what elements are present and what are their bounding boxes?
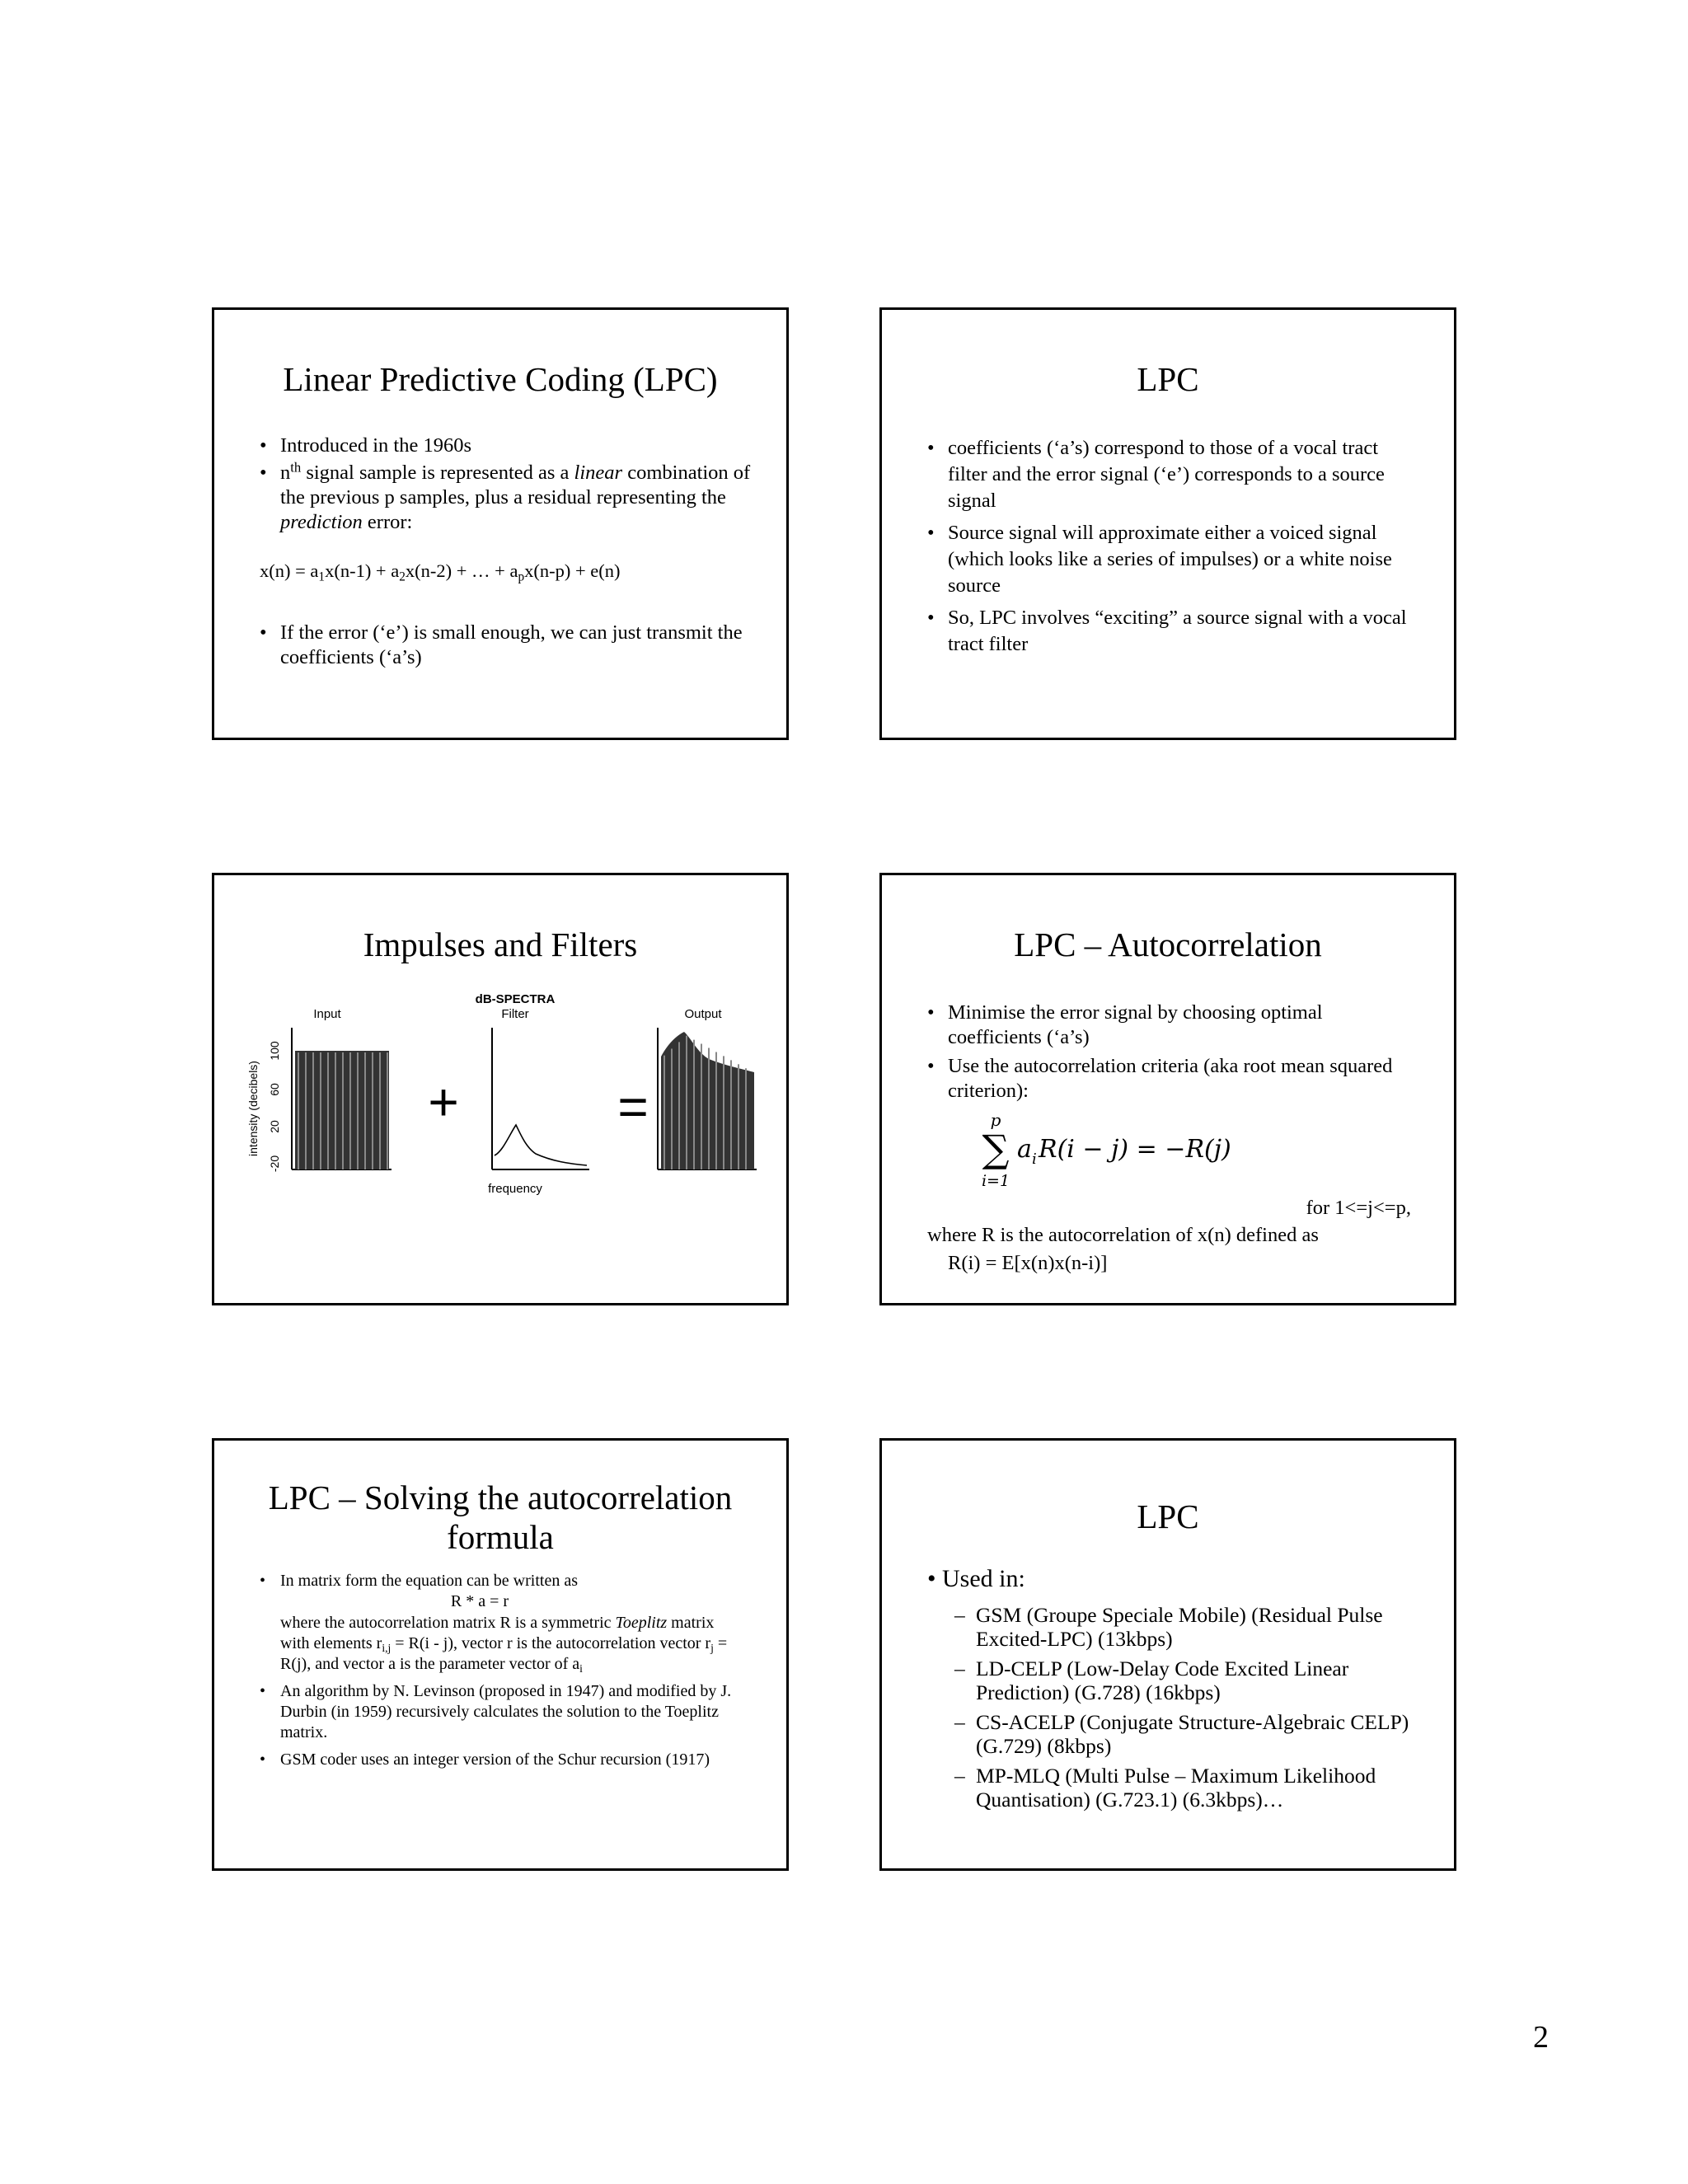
emphasis-text: Toeplitz	[615, 1614, 668, 1632]
bullet-item	[260, 1571, 745, 1675]
bullet-text: where the autocorrelation matrix R is a symmetric	[280, 1614, 616, 1632]
slide-impulses-filters	[212, 873, 789, 1305]
slide-title: LPC	[1137, 1497, 1199, 1535]
bullet-text: matrix with elements r	[280, 1614, 715, 1652]
bullet-item	[260, 621, 753, 670]
list-item: – CS-ACELP (Conjugate Structure-Algebraic CELP) (G.729) (8kbps)	[954, 1710, 1421, 1758]
emphasis-text: linear	[574, 462, 623, 484]
bullet-item: • coefficients (‘a’s) correspond to those of a vocal tract filter and the error signal (‘e’) corresponds to a source signal	[927, 435, 1409, 514]
bullet-text: If the error (‘e’) is small enough, we can just transmit the coefficients (‘a’s)	[280, 621, 743, 668]
bullet-item: • So, LPC involves “exciting” a source signal with a vocal tract filter	[927, 605, 1409, 658]
y-tick-label: 60	[268, 1083, 281, 1096]
x-axis-label: frequency	[488, 1182, 542, 1196]
bullet-text: combination of the previous p samples, plus a residual representing the	[280, 462, 751, 509]
bullet-list	[260, 1571, 745, 1777]
bullet-item: • Use the autocorrelation criteria (aka root mean squared criterion):	[927, 1054, 1409, 1104]
bullet-text: In matrix form the equation can be written as	[280, 1572, 578, 1590]
list-item: – LD-CELP (Low-Delay Code Excited Linear Prediction) (G.728) (16kbps)	[954, 1657, 1421, 1704]
input-spectrum	[292, 1028, 392, 1169]
filter-response	[492, 1028, 589, 1169]
title-line: formula	[447, 1518, 554, 1556]
filter-label: Filter	[501, 1007, 529, 1021]
slide-lpc-intro	[212, 307, 789, 740]
subscript: i,j	[382, 1641, 392, 1654]
y-tick-label: 100	[268, 1041, 281, 1061]
sum-upper-limit: p	[990, 1110, 1001, 1130]
list-item: – MP-MLQ (Multi Pulse – Maximum Likelihood Quantisation) (G.723.1) (6.3kbps)…	[954, 1764, 1421, 1811]
sum-lower-limit: i=1	[981, 1172, 1010, 1190]
bullet-item	[260, 461, 753, 535]
subscript: p	[518, 569, 525, 584]
db-spectra-figure	[239, 987, 767, 1209]
lead-bullet: • Used in:	[927, 1565, 1025, 1592]
list-item: – GSM (Groupe Speciale Mobile) (Residual Pulse Excited-LPC) (13kbps)	[954, 1603, 1421, 1651]
autocorrelation-formula	[978, 1108, 1231, 1194]
title-line: LPC – Solving the autocorrelation	[268, 1479, 733, 1516]
subscript: 2	[399, 569, 406, 584]
plus-sign: +	[428, 1072, 459, 1132]
slide-title: Impulses and Filters	[363, 926, 638, 963]
definition-text: R(i) = E[x(n)x(n-i)]	[948, 1252, 1108, 1274]
subscript: j	[710, 1641, 714, 1654]
slide-lpc-overview	[879, 307, 1456, 740]
bullet-list	[260, 434, 753, 535]
range-condition: for 1<=j<=p,	[1306, 1197, 1411, 1219]
slide-lpc-applications	[879, 1438, 1456, 1871]
formula-rest: R(i − j) = −R(j)	[1039, 1135, 1231, 1164]
equation-part: x(n) = a	[260, 560, 319, 581]
slide-title: Linear Predictive Coding (LPC)	[283, 360, 718, 398]
equals-sign: =	[617, 1077, 649, 1137]
subscript: 1	[318, 569, 326, 584]
bullet-item: • Minimise the error signal by choosing optimal coefficients (‘a’s)	[927, 1001, 1409, 1050]
bullet-item	[260, 434, 753, 458]
slide-lpc-autocorrelation	[879, 873, 1456, 1305]
slide-solving-autocorrelation	[212, 1438, 789, 1871]
where-text: where R is the autocorrelation of x(n) defined as	[927, 1224, 1319, 1246]
bullet-item: • GSM coder uses an integer version of the Schur recursion (1917)	[260, 1750, 745, 1770]
subscript: i	[579, 1661, 583, 1675]
output-label: Output	[684, 1007, 722, 1021]
bullet-text: signal sample is represented as a	[301, 462, 574, 484]
figure-header: dB-SPECTRA	[475, 992, 556, 1006]
superscript: th	[290, 459, 302, 476]
bullet-item: • An algorithm by N. Levinson (proposed in 1947) and modified by J. Durbin (in 1959) recursively calculates the solution to the Toeplitz matrix.	[260, 1681, 745, 1743]
bullet-text: Introduced in the 1960s	[280, 434, 472, 457]
bullet-list	[260, 621, 753, 670]
y-tick-label: -20	[268, 1155, 281, 1173]
page-number: 2	[1533, 2020, 1549, 2055]
coefficient-a: a	[1017, 1135, 1032, 1164]
bullet-text: = R(j), and vector a is the parameter vector of a	[280, 1634, 728, 1673]
codec-list	[954, 1603, 1421, 1817]
coefficient-subscript: i	[1032, 1151, 1037, 1168]
matrix-equation: R * a = r	[450, 1592, 509, 1610]
equation-part: x(n-p) + e(n)	[524, 560, 621, 581]
bullet-list	[927, 1001, 1409, 1108]
bullet-text: error:	[362, 511, 413, 533]
bullet-list	[927, 435, 1409, 663]
bullet-text: n	[280, 462, 291, 484]
y-tick-label: 20	[268, 1120, 281, 1133]
sigma-symbol: ∑	[982, 1127, 1010, 1171]
bullet-item: • Source signal will approximate either a voiced signal (which looks like a series of impulses) or a white noise source	[927, 520, 1409, 599]
bullet-text: = R(i - j), vector r is the autocorrelation vector r	[391, 1634, 711, 1652]
lpc-equation	[260, 560, 621, 582]
input-label: Input	[313, 1007, 341, 1021]
y-axis-label: intensity (decibels)	[246, 1061, 260, 1156]
definition-block	[927, 1221, 1319, 1277]
slide-title: LPC	[1137, 360, 1199, 398]
equation-part: x(n-1) + a	[325, 560, 400, 581]
lead-text: Used in:	[942, 1565, 1025, 1592]
equation-part: x(n-2) + … + a	[405, 560, 518, 581]
slide-title	[214, 1478, 786, 1557]
emphasis-text: prediction	[280, 511, 363, 533]
slide-title: LPC – Autocorrelation	[1014, 926, 1322, 963]
output-spectrum	[658, 1028, 757, 1169]
